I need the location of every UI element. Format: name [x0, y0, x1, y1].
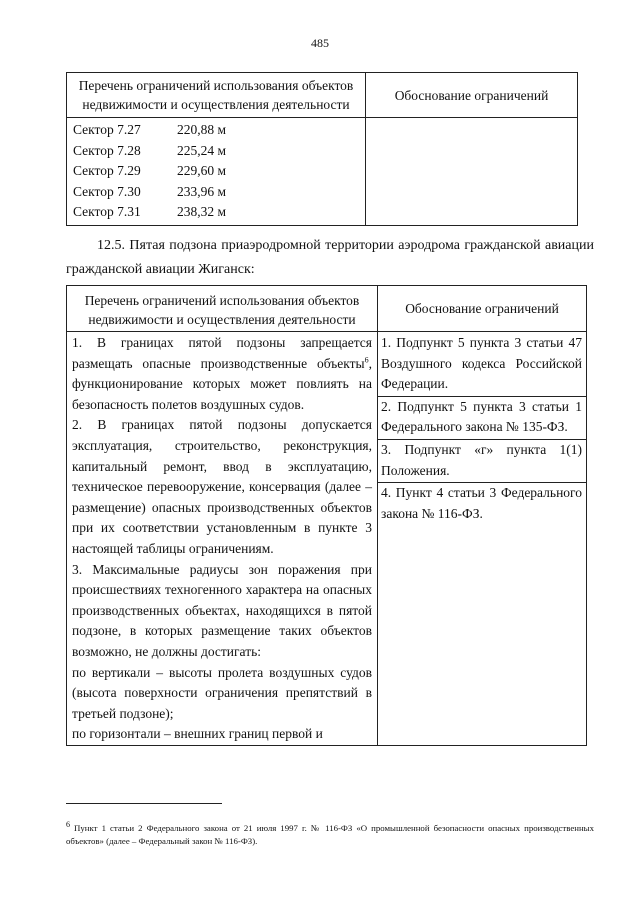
section-heading: 12.5. Пятая подзона приаэродромной территории аэродрома гражданской авиации гражданской авиации Жиганск: [66, 238, 594, 277]
sector-height: 220,88 м [177, 122, 227, 137]
sector-name: Сектор 7.27 [73, 122, 141, 137]
sector-height: 225,24 м [177, 142, 227, 158]
footnote-separator [66, 803, 222, 804]
table2-header-justification: Обоснование ограничений [378, 286, 587, 332]
justification-item: 4. Пункт 4 статьи 3 Федерального закона № 116-ФЗ. [381, 485, 582, 521]
restriction-paragraph-vertical: по вертикали – высоты пролета воздушных судов (высота поверхности ограничения препятствий в третьей подзоне); [72, 664, 372, 721]
sector-row [73, 120, 359, 141]
sector-name: Сектор 7.30 [73, 183, 141, 199]
footnote [66, 822, 594, 848]
sector-row [73, 202, 359, 223]
sector-row [73, 182, 359, 203]
sector-row [73, 141, 359, 162]
table1-sector-list [67, 118, 366, 226]
restriction-paragraph-1 [72, 333, 372, 415]
restriction-text: 1. В границах пятой подзоны запрещается размещать опасные производственные объекты [72, 335, 372, 371]
justification-item: 2. Подпункт 5 пункта 3 статьи 1 Федерального закона № 135-ФЗ. [378, 397, 586, 440]
restriction-text: , функционирование которых может повлиять на безопасность полетов воздушных судов. [72, 355, 372, 412]
page-number: 485 [311, 36, 329, 50]
footnote-marker: 6 [66, 820, 70, 830]
table1-justification-cell [366, 118, 578, 226]
restriction-paragraph-2: 2. В границах пятой подзоны допускается эксплуатация, строительство, реконструкция, капитальный ремонт, ввод в эксплуатацию, техническое перевооружение, консервация (далее – размещение) опасных производственных объектов при их соответствии установленным в пункте 3 настоящей таблицы ограничениям. [72, 417, 372, 556]
sector-name: Сектор 7.31 [73, 204, 141, 219]
restriction-paragraph-3: 3. Максимальные радиусы зон поражения при происшествиях техногенного характера на опасных производственных объектах, находящихся в пятой подзоне, в которых размещение таких объектов возможно, не должны достигать: [72, 561, 372, 659]
table2-justification-cell [378, 332, 587, 746]
restriction-paragraph-horizontal: по горизонтали – внешних границ первой и [72, 726, 323, 742]
sector-height: 233,96 м [177, 183, 227, 199]
table1-header-justification: Обоснование ограничений [366, 73, 578, 118]
footnote-text: Пункт 1 статьи 2 Федерального закона от 21 июля 1997 г. № 116-ФЗ «О промышленной безопасности опасных производственных объектов» (далее – Федеральный закон № 116-ФЗ). [66, 823, 594, 846]
sector-row [73, 161, 359, 182]
sector-name: Сектор 7.28 [73, 142, 141, 158]
justification-item: 1. Подпункт 5 пункта 3 статьи 47 Воздушного кодекса Российской Федерации. [378, 333, 586, 397]
restrictions-table-sectors [66, 72, 578, 226]
sector-height: 229,60 м [177, 163, 227, 178]
sector-name: Сектор 7.29 [73, 163, 141, 178]
restrictions-table-fifth-subzone [66, 285, 587, 746]
footnote-reference[interactable]: 6 [364, 355, 369, 365]
table2-header-restrictions: Перечень ограничений использования объектов недвижимости и осуществления деятельности [67, 286, 378, 332]
table2-restrictions-cell [67, 332, 378, 746]
table1-header-restrictions: Перечень ограничений использования объектов недвижимости и осуществления деятельности [67, 73, 366, 118]
justification-item: 3. Подпункт «г» пункта 1(1) Положения. [378, 440, 586, 483]
sector-height: 238,32 м [177, 204, 227, 219]
